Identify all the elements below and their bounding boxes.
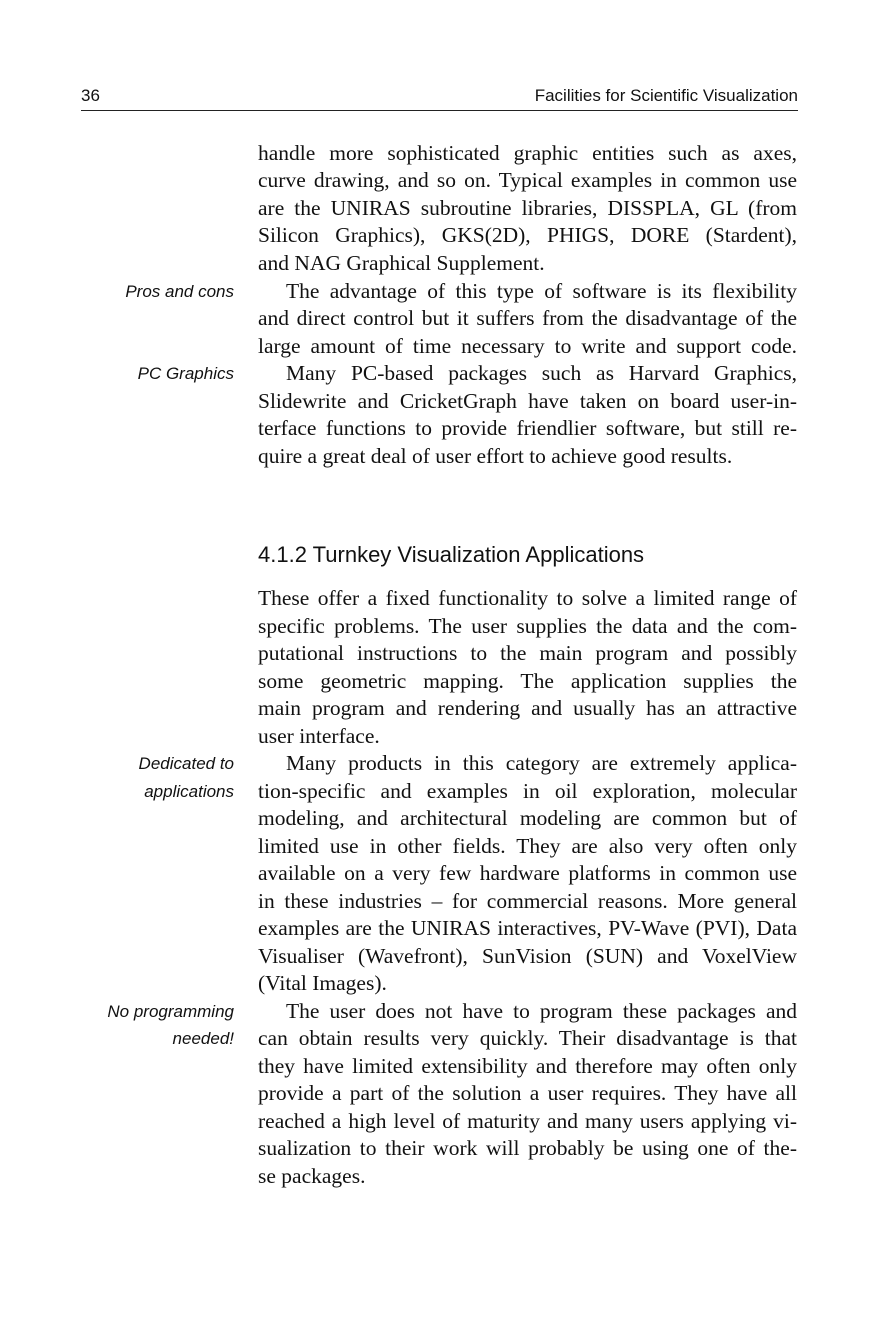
body-line: se packages. [258, 1164, 366, 1188]
body-line: (Vital Images). [258, 971, 387, 995]
body-line: These offer a fixed functionality to solve a limited range of [258, 586, 797, 610]
body-line: in these industries – for commercial reasons. More general [258, 889, 797, 913]
body-line: user interface. [258, 724, 380, 748]
body-line: putational instructions to the main program and possibly [258, 641, 797, 665]
body-line: provide a part of the solution a user requires. They have all [258, 1081, 797, 1105]
page-header [81, 86, 798, 111]
body-line: The advantage of this type of software is its flexibility [286, 279, 797, 303]
margin-note-pros-cons: Pros and cons [125, 282, 234, 301]
body-line: and direct control but it suffers from the disadvantage of the [258, 306, 797, 330]
body-line: main program and rendering and usually has an attractive [258, 696, 797, 720]
body-line: The user does not have to program these packages and [286, 999, 797, 1023]
margin-note-needed: needed! [172, 1029, 234, 1048]
body-line: available on a very few hardware platforms in common use [258, 861, 797, 885]
body-line: specific problems. The user supplies the data and the com- [258, 614, 797, 638]
margin-note-applications: applications [144, 782, 234, 801]
body-line: limited use in other fields. They are also very often only [258, 834, 797, 858]
body-line: some geometric mapping. The application supplies the [258, 669, 797, 693]
margin-note-pc-graphics: PC Graphics [137, 364, 234, 383]
body-line: are the UNIRAS subroutine libraries, DISSPLA, GL (from [258, 196, 797, 220]
body-line: sualization to their work will probably be using one of the- [258, 1136, 797, 1160]
body-line: Silicon Graphics), GKS(2D), PHIGS, DORE (Stardent), [258, 223, 797, 247]
body-line: Many products in this category are extremely applica- [286, 751, 797, 775]
body-line: reached a high level of maturity and many users applying vi- [258, 1109, 797, 1133]
body-line: examples are the UNIRAS interactives, PV-Wave (PVI), Data [258, 916, 797, 940]
body-line: modeling, and architectural modeling are common but of [258, 806, 797, 830]
body-line: can obtain results very quickly. Their disadvantage is that [258, 1026, 797, 1050]
body-line: Many PC-based packages such as Harvard Graphics, [286, 361, 797, 385]
body-line: quire a great deal of user effort to achieve good results. [258, 444, 733, 468]
body-line: Visualiser (Wavefront), SunVision (SUN) and VoxelView [258, 944, 797, 968]
body-line: they have limited extensibility and therefore may often only [258, 1054, 797, 1078]
body-line: large amount of time necessary to write and support code. [258, 334, 797, 358]
margin-note-dedicated-to: Dedicated to [138, 754, 234, 773]
body-line: curve drawing, and so on. Typical examples in common use [258, 168, 797, 192]
body-line: terface functions to provide friendlier software, but still re- [258, 416, 797, 440]
section-heading: 4.1.2 Turnkey Visualization Applications [258, 542, 645, 567]
body-line: Slidewrite and CricketGraph have taken on board user-in- [258, 389, 797, 413]
body-line: tion-specific and examples in oil exploration, molecular [258, 779, 797, 803]
body-line: and NAG Graphical Supplement. [258, 251, 545, 275]
page-number: 36 [81, 86, 100, 105]
running-title: Facilities for Scientific Visualization [534, 86, 798, 105]
body-line: handle more sophisticated graphic entities such as axes, [258, 141, 797, 165]
margin-note-no-programming: No programming [107, 1002, 234, 1021]
